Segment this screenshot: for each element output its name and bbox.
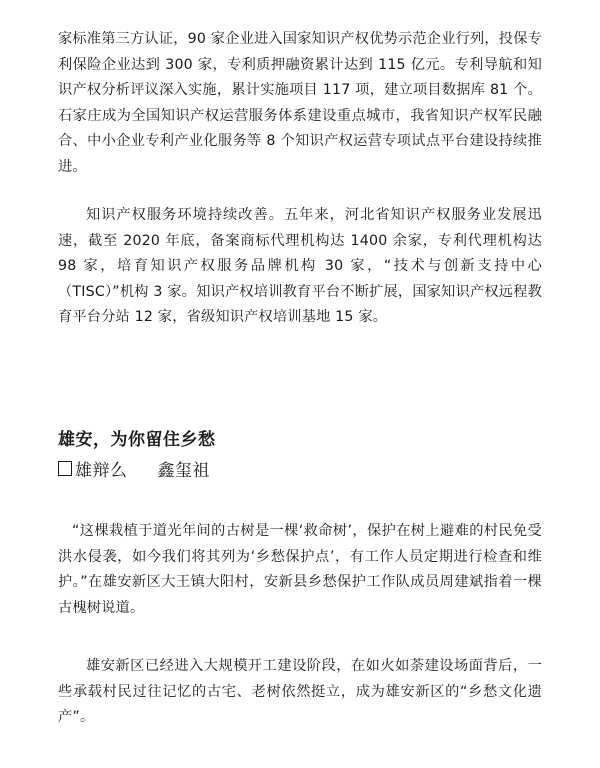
body-paragraph: 知识产权服务环境持续改善。五年来，河北省知识产权服务业发展迅速，截至 2020 年底，备案商标代理机构达 1400 余家，专利代理机构达 98 家，培育知识产权服务品牌机构 30 家，“技术与创新支持中心（TISC）”机构 3 家。知识产权培训教育平台不断扩展，国家知识产权远程教育平台分站 12 家，省级知识产权培训基地 15 家。 — [58, 207, 542, 325]
author-name: 鑫玺祖 — [157, 461, 210, 481]
author-name: 雄辩么 — [75, 461, 128, 481]
body-paragraph: 雄安新区已经进入大规模开工建设阶段，在如火如荼建设场面背后，一些承载村民过往记忆的古宅、老树依然挺立，成为雄安新区的“乡愁文化遗产”。 — [58, 658, 542, 725]
body-paragraph: 家标准第三方认证，90 家企业进入国家知识产权优势示范企业行列，投保专利保险企业达到 300 家，专利质押融资累计达到 115 亿元。专利导航和知识产权分析评议深入实施，累计实施项目 117 项，建立项目数据库 81 个。石家庄成为全国知识产权运营服务体系建设重点城市，我省知识产权军民融合、中小企业专利产业化服务等 8 个知识产权运营专项试点平台建设持续推进。 — [58, 31, 542, 175]
square-box-icon — [58, 461, 72, 476]
article-title: 雄安，为你留住乡愁 — [58, 430, 216, 450]
body-paragraph: “这棵栽植于道光年间的古树是一棵‘救命树’，保护在树上避难的村民免受洪水侵袭，如今我们将其列为‘乡愁保护点’，有工作人员定期进行检查和维护。”在雄安新区大王镇大阳村，安新县乡愁保护工作队成员周建斌指着一棵古槐树说道。 — [58, 523, 542, 616]
byline — [58, 456, 210, 481]
